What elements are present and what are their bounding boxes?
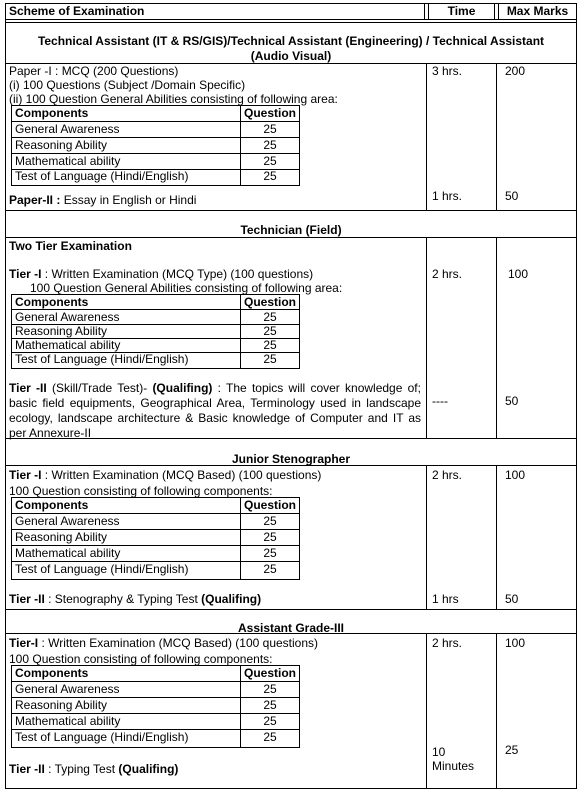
paper1-general-line: (ii) 100 Question General Abilities consisting of following area: — [9, 92, 338, 106]
steno-tier1-line2: 100 Question consisting of following components: — [9, 484, 273, 498]
paper2-label: Paper-II : — [9, 193, 61, 207]
row-line-2 — [5, 210, 577, 211]
paper1-time: 3 hrs. — [432, 64, 463, 78]
steno-tier1-line — [9, 468, 321, 482]
question-header: Question — [243, 666, 296, 680]
paper1-heading: Paper -I : MCQ (200 Questions) — [9, 64, 179, 78]
col-divider-1-s1 — [426, 63, 427, 210]
tech-tier2-qualifying: (Qualifing) — [152, 381, 213, 395]
row-label: Reasoning Ability — [15, 530, 108, 544]
table-row — [12, 698, 299, 714]
header-bottom-1 — [5, 19, 577, 20]
row-value: 25 — [263, 338, 277, 352]
asst-tier2-time-value: 10 — [432, 745, 446, 759]
paper2-text: Essay in English or Hindi — [60, 193, 197, 207]
section-title-technical-assistant: Technical Assistant (IT & RS/GIS)/Technical Assistant (Engineering) / Technical Assistant (Audio Visual) — [37, 34, 545, 63]
table-row — [12, 514, 299, 530]
row-value: 25 — [263, 169, 277, 183]
table-row — [12, 682, 299, 698]
col-divider-2-s1 — [496, 63, 497, 210]
steno-tier2-marks: 50 — [505, 592, 519, 606]
row-label: Mathematical ability — [15, 338, 121, 352]
tech-tier2-text1: (Skill/Trade Test)- — [46, 381, 153, 395]
components-table — [11, 497, 300, 580]
table-row — [12, 546, 299, 562]
table-row — [12, 352, 299, 367]
table-row — [12, 138, 299, 154]
table-row — [12, 169, 299, 184]
components-table — [11, 665, 300, 748]
row-label: Test of Language (Hindi/English) — [15, 730, 189, 744]
tech-tier2-label: Tier -II — [9, 381, 47, 395]
col-divider-2-s2 — [496, 237, 497, 438]
header-scheme: Scheme of Examination — [9, 4, 145, 18]
asst-tier2-marks: 25 — [505, 743, 519, 757]
paper1-domain-line: (i) 100 Questions (Subject /Domain Specific) — [9, 78, 246, 92]
row-value: 25 — [263, 714, 277, 728]
paper2-line — [9, 193, 196, 207]
row-label: Mathematical ability — [15, 154, 121, 168]
paper1-marks: 200 — [505, 64, 526, 78]
row-label: Mathematical ability — [15, 714, 121, 728]
table-row — [12, 324, 299, 339]
steno-tier2-qualifying: (Qualifing) — [201, 592, 262, 606]
header-bottom-2 — [5, 22, 577, 23]
table-row — [12, 730, 299, 745]
row-label: Reasoning Ability — [15, 324, 108, 338]
row-label: Test of Language (Hindi/English) — [15, 169, 189, 183]
header-divider-2a — [494, 3, 495, 19]
row-label: General Awareness — [15, 514, 120, 528]
asst-tier1-text: : Written Examination (MCQ Based) (100 questions) — [38, 636, 319, 650]
row-value: 25 — [263, 698, 277, 712]
tech-tier1-time: 2 hrs. — [432, 267, 463, 281]
row-value: 25 — [263, 138, 277, 152]
asst-tier1-line — [9, 636, 318, 650]
header-max-marks: Max Marks — [506, 4, 569, 18]
row-label: General Awareness — [15, 122, 120, 136]
row-value: 25 — [263, 562, 277, 576]
asst-tier2-line — [9, 762, 178, 776]
col-divider-2-s3 — [496, 465, 497, 609]
components-table — [11, 294, 300, 369]
asst-tier2-qualifying: (Qualifing) — [118, 762, 179, 776]
row-label: General Awareness — [15, 682, 120, 696]
header-time: Time — [447, 4, 476, 18]
tech-tier2-marks: 50 — [505, 394, 519, 408]
table-header-row — [12, 498, 299, 514]
table-header-row — [12, 106, 299, 122]
col-divider-1-s4 — [426, 633, 427, 788]
asst-tier1-label: Tier-I — [9, 636, 39, 650]
table-row — [12, 338, 299, 353]
outer-border-right — [576, 3, 577, 789]
outer-border-bottom — [5, 788, 577, 789]
components-header: Components — [15, 295, 89, 309]
asst-tier1-time: 2 hrs. — [432, 636, 463, 650]
asst-tier1-marks: 100 — [505, 636, 526, 650]
row-value: 25 — [263, 514, 277, 528]
col-divider-2-s4 — [496, 633, 497, 788]
row-value: 25 — [263, 324, 277, 338]
components-table — [11, 105, 300, 186]
steno-tier1-text: : Written Examination (MCQ Based) (100 questions) — [41, 468, 322, 482]
col-divider-1-s2 — [426, 237, 427, 438]
table-row — [12, 154, 299, 170]
row-value: 25 — [263, 530, 277, 544]
steno-tier2-time: 1 hrs — [432, 592, 459, 606]
row-value: 25 — [263, 546, 277, 560]
table-row — [12, 530, 299, 546]
steno-tier1-time: 2 hrs. — [432, 468, 463, 482]
steno-tier1-label: Tier -I — [9, 468, 42, 482]
row-value: 25 — [263, 310, 277, 324]
row-label: Test of Language (Hindi/English) — [15, 562, 189, 576]
header-divider-1a — [424, 3, 425, 19]
row-value: 25 — [263, 122, 277, 136]
outer-border-left — [5, 3, 6, 789]
steno-tier2-text: : Stenography & Typing Test — [44, 592, 202, 606]
row-label: Mathematical ability — [15, 546, 121, 560]
row-value: 25 — [263, 730, 277, 744]
tech-tier2-time: ---- — [432, 394, 448, 408]
table-row — [12, 562, 299, 577]
tech-tier1-text: : Written Examination (MCQ Type) (100 questions) — [41, 267, 314, 281]
table-row — [12, 122, 299, 138]
col-divider-1-s3 — [426, 465, 427, 609]
row-label: Reasoning Ability — [15, 698, 108, 712]
table-header-row — [12, 295, 299, 310]
row-value: 25 — [263, 682, 277, 696]
steno-tier2-line — [9, 592, 261, 606]
section-title-junior-stenographer: Junior Stenographer — [231, 452, 350, 466]
tech-tier1-line2: 100 Question General Abilities consisting of following area: — [30, 281, 343, 295]
question-header: Question — [243, 295, 296, 309]
components-header: Components — [15, 498, 89, 512]
asst-tier2-text: : Typing Test — [44, 762, 119, 776]
components-header: Components — [15, 106, 89, 120]
table-row — [12, 310, 299, 325]
row-value: 25 — [263, 352, 277, 366]
row-line-6 — [5, 609, 577, 610]
question-header: Question — [243, 106, 296, 120]
tech-tier2-paragraph — [9, 381, 421, 441]
two-tier-heading: Two Tier Examination — [9, 239, 132, 253]
steno-tier1-marks: 100 — [505, 468, 526, 482]
asst-tier2-label: Tier -II — [9, 762, 45, 776]
paper2-marks: 50 — [505, 189, 519, 203]
components-header: Components — [15, 666, 89, 680]
asst-tier2-time-unit: Minutes — [432, 759, 475, 773]
row-label: General Awareness — [15, 310, 120, 324]
section-title-technician: Technician (Field) — [240, 223, 342, 237]
paper2-time: 1 hrs. — [432, 189, 463, 203]
tech-tier1-line — [9, 267, 313, 281]
asst-tier1-line2: 100 Question consisting of following components: — [9, 652, 273, 666]
row-value: 25 — [263, 154, 277, 168]
tech-tier1-marks: 100 — [508, 267, 529, 281]
table-header-row — [12, 666, 299, 682]
tech-tier2-text2: : The topics will cover knowledge of; basic field equipments, Geographical Area, Terminology used in landscape ecology, landscape architecture & Basic knowledge of Computer and IT as per Annexure-II — [9, 381, 421, 440]
row-line-3 — [5, 237, 577, 238]
tech-tier1-label: Tier -I — [9, 267, 42, 281]
steno-tier2-label: Tier -II — [9, 592, 45, 606]
section-title-assistant-grade-iii: Assistant Grade-III — [237, 621, 345, 635]
table-row — [12, 714, 299, 730]
question-header: Question — [243, 498, 296, 512]
row-label: Test of Language (Hindi/English) — [15, 352, 189, 366]
row-label: Reasoning Ability — [15, 138, 108, 152]
